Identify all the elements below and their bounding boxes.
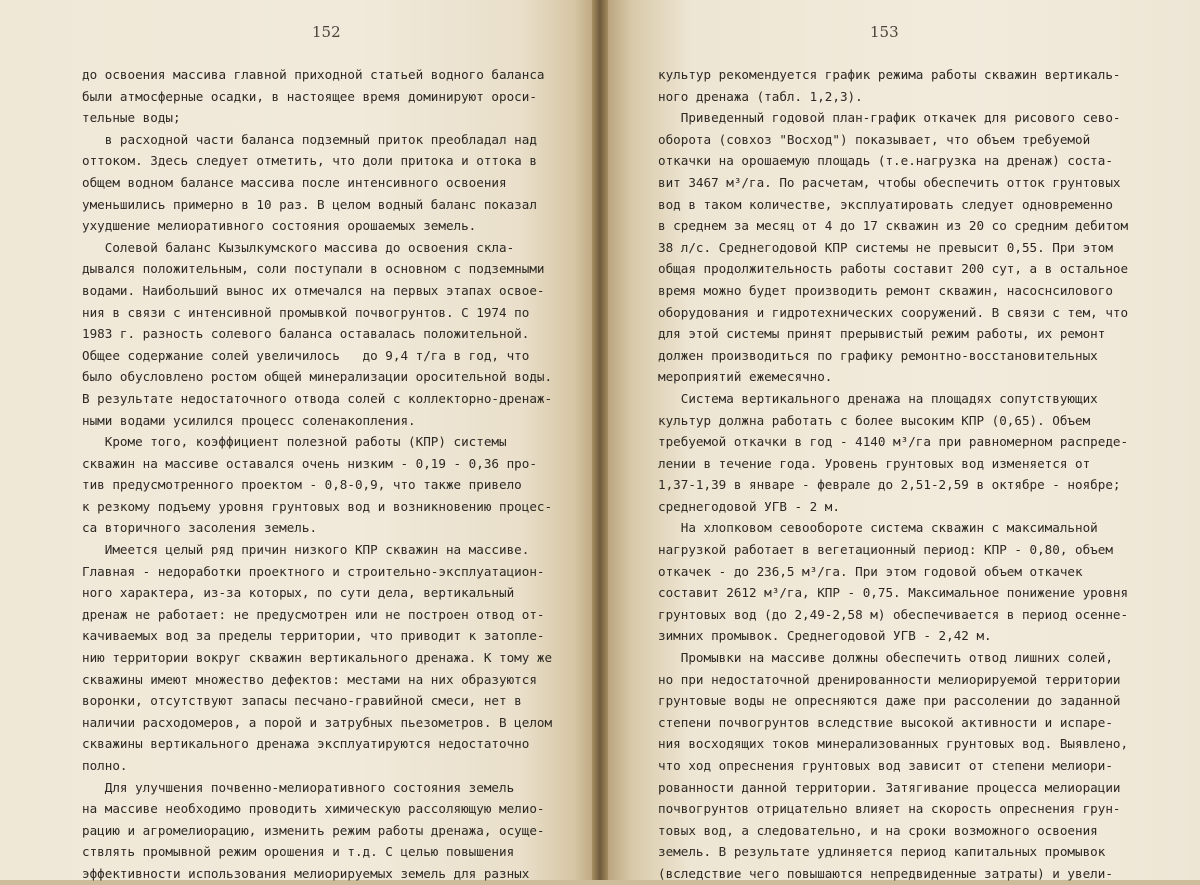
text-line: тив предусмотренного проектом - 0,8-0,9, что также привело bbox=[82, 477, 522, 493]
text-line: воронки, отсутствуют запасы песчано-гравийной смеси, нет в bbox=[82, 693, 522, 709]
text-line: было обусловлено ростом общей минерализации оросительной воды. bbox=[82, 369, 553, 385]
text-line: качиваемых вод за пределы территории, что приводит к затопле- bbox=[82, 628, 545, 644]
text-line: грунтовые воды не опресняются даже при рассолении до заданной bbox=[658, 693, 1121, 709]
left-page-text bbox=[82, 64, 552, 885]
text-line: дренаж не работает: не предусмотрен или не построен отвод от- bbox=[82, 606, 545, 622]
text-line: вит 3467 м³/га. По расчетам, чтобы обеспечить отток грунтовых bbox=[658, 174, 1121, 190]
text-line: Солевой баланс Кызылкумского массива до освоения скла- bbox=[82, 239, 515, 255]
text-line: в расходной части баланса подземный приток преобладал над bbox=[82, 131, 537, 147]
text-line: водами. Наибольший вынос их отмечался на первых этапах освое- bbox=[82, 282, 545, 298]
text-line: ния восходящих токов минерализованных грунтовых вод. Выявлено, bbox=[658, 736, 1129, 752]
text-line: почвогрунтов отрицательно влияет на скорость опреснения грун- bbox=[658, 801, 1121, 817]
text-line: ухудшение мелиоративного состояния орошаемых земель. bbox=[82, 218, 477, 234]
text-line: Кроме того, коэффициент полезной работы (КПР) системы bbox=[82, 434, 507, 450]
text-line: откачек - до 236,5 м³/га. При этом годовой объем откачек bbox=[658, 563, 1083, 579]
text-line: оттоком. Здесь следует отметить, что доли притока и оттока в bbox=[82, 153, 537, 169]
text-line: общая продолжительность работы составит 200 сут, а в остальное bbox=[658, 261, 1129, 277]
text-line: степени почвогрунтов вследствие высокой активности и испаре- bbox=[658, 714, 1113, 730]
text-line: наличии расходомеров, а порой и затрубных пьезометров. В целом bbox=[82, 714, 553, 730]
text-line: дывался положительным, соли поступали в основном с подземными bbox=[82, 261, 545, 277]
text-line: культур рекомендуется график режима работы скважин вертикаль- bbox=[658, 67, 1121, 82]
text-line: Промывки на массиве должны обеспечить отвод лишних солей, bbox=[658, 650, 1113, 666]
text-line: скважины вертикального дренажа эксплуатируются недостаточно bbox=[82, 736, 530, 752]
text-line: на массиве необходимо проводить химическую рассоляющую мелио- bbox=[82, 801, 545, 817]
text-line: Имеется целый ряд причин низкого КПР скважин на массиве. bbox=[82, 542, 530, 558]
text-line: земель. В результате удлиняется период капитальных промывок bbox=[658, 844, 1106, 860]
text-line: Общее содержание солей увеличилось до 9,4 т/га в год, что bbox=[82, 347, 530, 363]
text-line: ного характера, из-за которых, по сути дела, вертикальный bbox=[82, 585, 515, 601]
text-line: са вторичного засоления земель. bbox=[82, 520, 318, 536]
text-line: 38 л/с. Среднегодовой КПР системы не превысит 0,55. При этом bbox=[658, 239, 1113, 255]
text-line: до освоения массива главной приходной статьей водного баланса bbox=[82, 67, 545, 82]
text-line: Главная - недоработки проектного и строительно-эксплуатацион- bbox=[82, 563, 545, 579]
text-line: ствлять промывной режим орошения и т.д. С целью повышения bbox=[82, 844, 515, 860]
text-line: что ход опреснения грунтовых вод зависит от степени мелиори- bbox=[658, 758, 1113, 773]
text-line: Для улучшения почвенно-мелиоративного состояния земель bbox=[82, 779, 515, 795]
book-gutter bbox=[592, 0, 608, 880]
text-line: уменьшились примерно в 10 раз. В целом водный баланс показал bbox=[82, 196, 537, 212]
left-page-number: 152 bbox=[312, 23, 341, 41]
text-line: вод в таком количестве, эксплуатировать следует одновременно bbox=[658, 196, 1113, 212]
text-line: скважины имеют множество дефектов: местами на них образуются bbox=[82, 671, 537, 687]
text-line: Приведенный годовой план-график откачек для рисового сево- bbox=[658, 110, 1121, 126]
text-line: мероприятий ежемесячно. bbox=[658, 369, 833, 385]
text-line: для этой системы принят прерывистый режим работы, их ремонт bbox=[658, 326, 1106, 342]
text-line: Система вертикального дренажа на площадях сопутствующих bbox=[658, 390, 1098, 406]
right-page-text bbox=[658, 64, 1128, 885]
text-line: эффективности использования мелиорируемых земель для разных bbox=[82, 865, 530, 881]
text-line: общем водном балансе массива после интенсивного освоения bbox=[82, 174, 507, 190]
right-page-number: 153 bbox=[870, 23, 899, 41]
text-line: (вследствие чего повышаются непредвиденные затраты) и увели- bbox=[658, 865, 1113, 881]
text-line: среднегодовой УГВ - 2 м. bbox=[658, 498, 840, 514]
text-line: были атмосферные осадки, в настоящее время доминируют ороси- bbox=[82, 88, 537, 104]
text-line: тельные воды; bbox=[82, 110, 181, 126]
text-line: В результате недостаточного отвода солей с коллекторно-дренаж- bbox=[82, 390, 553, 406]
text-line: рацию и агромелиорацию, изменить режим работы дренажа, осуще- bbox=[82, 822, 545, 838]
text-line: ного дренажа (табл. 1,2,3). bbox=[658, 88, 863, 104]
text-line: нагрузкой работает в вегетационный период: КПР - 0,80, объем bbox=[658, 542, 1113, 558]
right-page bbox=[608, 0, 1200, 880]
text-line: культур должна работать с более высоким КПР (0,65). Объем bbox=[658, 412, 1091, 428]
text-line: время можно будет производить ремонт скважин, насоснсилового bbox=[658, 282, 1113, 298]
text-line: товых вод, а следовательно, и на сроки возможного освоения bbox=[658, 822, 1098, 838]
text-line: ния в связи с интенсивной промывкой почвогрунтов. С 1974 по bbox=[82, 304, 530, 320]
text-line: полно. bbox=[82, 758, 128, 773]
text-line: должен производиться по графику ремонтно-восстановительных bbox=[658, 347, 1098, 363]
text-line: 1,37-1,39 в январе - феврале до 2,51-2,59 в октябре - ноябре; bbox=[658, 477, 1121, 493]
text-line: в среднем за месяц от 4 до 17 скважин из 20 со средним дебитом bbox=[658, 218, 1129, 234]
text-line: оборота (совхоз "Восход") показывает, что объем требуемой bbox=[658, 131, 1091, 147]
text-line: требуемой откачки в год - 4140 м³/га при равномерном распреде- bbox=[658, 434, 1129, 450]
text-line: зимних промывок. Среднегодовой УГВ - 2,42 м. bbox=[658, 628, 992, 644]
text-line: 1983 г. разность солевого баланса оставалась положительной. bbox=[82, 326, 530, 342]
text-line: к резкому подъему уровня грунтовых вод и возникновению процес- bbox=[82, 498, 553, 514]
text-line: составит 2612 м³/га, КПР - 0,75. Максимальное понижение уровня bbox=[658, 585, 1129, 601]
text-line: На хлопковом севообороте система скважин с максимальной bbox=[658, 520, 1098, 536]
text-line: откачки на орошаемую площадь (т.е.нагрузка на дренаж) соста- bbox=[658, 153, 1113, 169]
text-line: рованности данной территории. Затягивание процесса мелиорации bbox=[658, 779, 1121, 795]
left-page bbox=[0, 0, 592, 880]
text-line: ными водами усилился процесс соленакопления. bbox=[82, 412, 416, 428]
text-line: но при недостаточной дренированности мелиорируемой территории bbox=[658, 671, 1121, 687]
text-line: нию территории вокруг скважин вертикального дренажа. К тому же bbox=[82, 650, 553, 666]
text-line: грунтовых вод (до 2,49-2,58 м) обеспечивается в период осенне- bbox=[658, 606, 1129, 622]
text-line: скважин на массиве оставался очень низким - 0,19 - 0,36 про- bbox=[82, 455, 537, 471]
text-line: оборудования и гидротехнических сооружений. В связи с тем, что bbox=[658, 304, 1129, 320]
text-line: лении в течение года. Уровень грунтовых вод изменяется от bbox=[658, 455, 1091, 471]
